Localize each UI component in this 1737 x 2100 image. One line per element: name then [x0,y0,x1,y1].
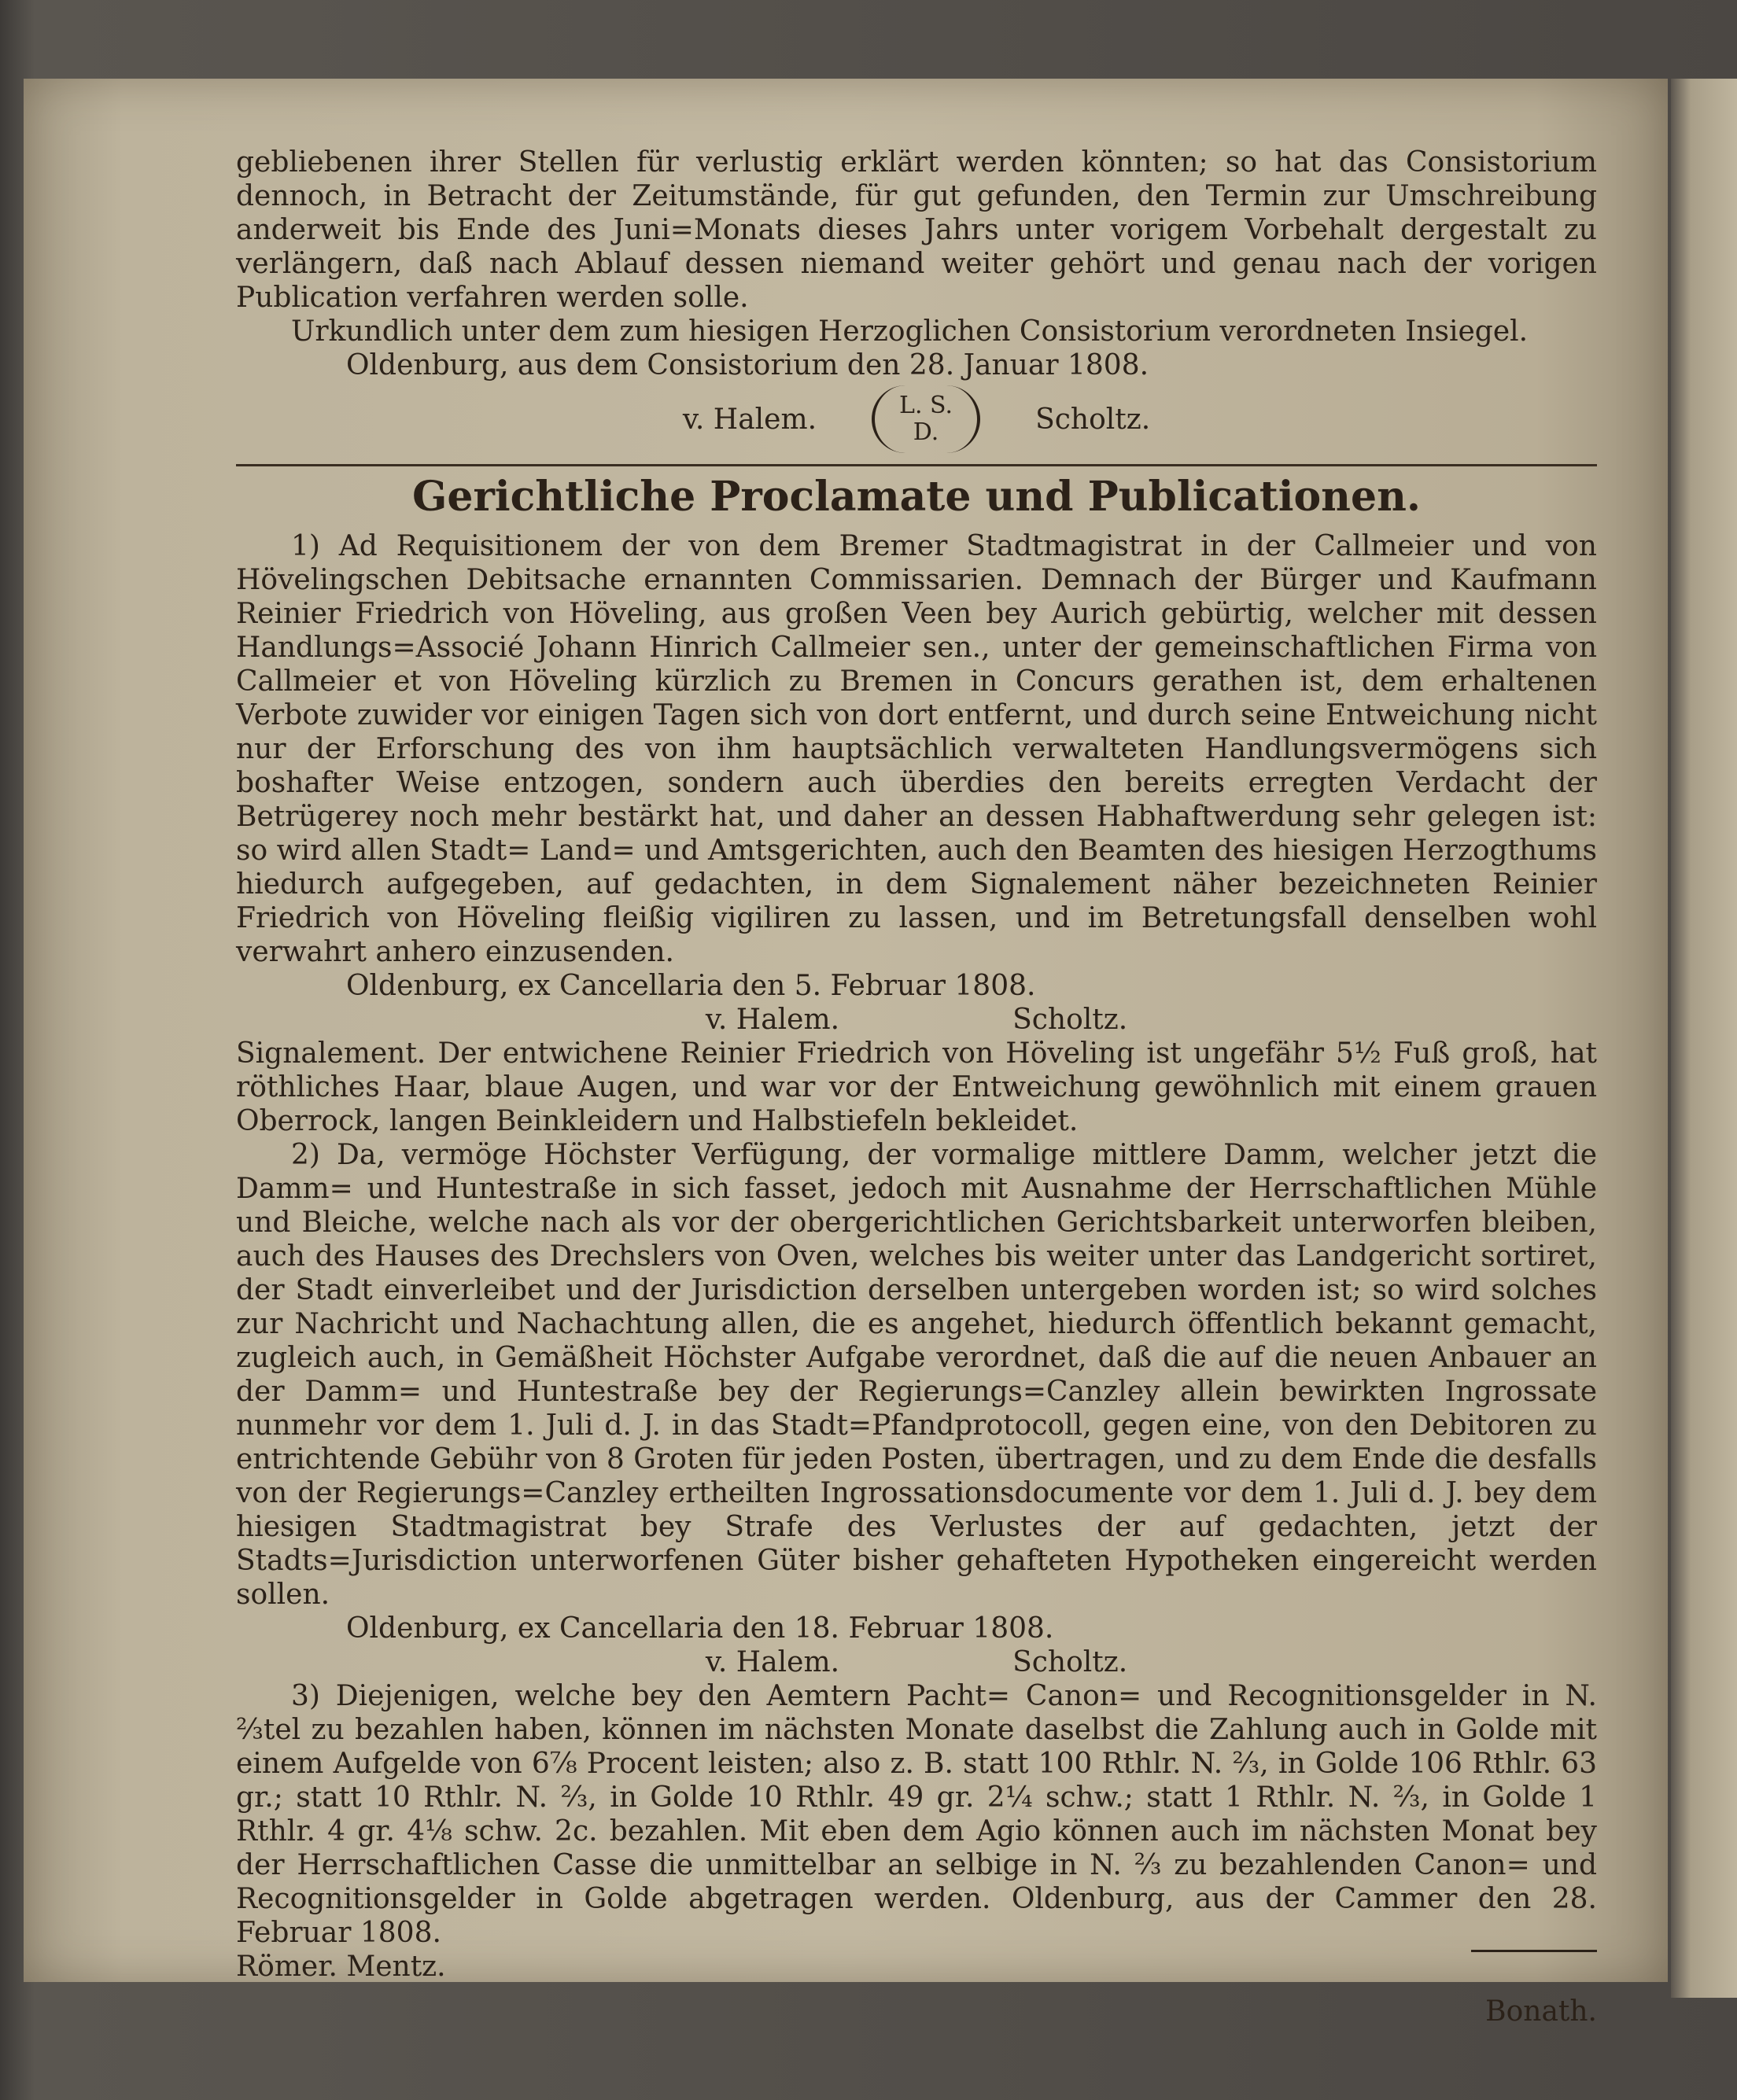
section-heading: Gerichtliche Proclamate und Publicationen. [412,473,1421,521]
item-2-date: Oldenburg, ex Cancellaria den 18. Februar 1808. [346,1612,1054,1645]
item-3-sig-bonath: Bonath. [1485,1995,1597,2028]
section-divider [236,464,1597,466]
signature-scholtz: Scholtz. [1035,403,1151,436]
item-2-signatures [236,1645,1597,1679]
item-1-signatures [236,1003,1597,1037]
item-2-sig-scholtz: Scholtz. [1012,1646,1128,1678]
next-page-edge [1671,79,1737,1998]
item-2-text: 2) Da, vermöge Höchster Verfügung, der vormalige mittlere Damm, welcher jetzt die Damm= und Huntestraße in sich fasset, jedoch mit Ausnahme der Herrschaftlichen Mühle und Bleiche, welche nach als vor der obergerichtlichen Gerichtsbarkeit unterworfen bleiben, auch des Hauses des Drechslers von Oven, welches bis weiter unter das Landgericht sortiret, der Stadt einverleibet und der Jurisdiction derselben untergeben worden ist; so wird solches zur Nachricht und Nachachtung allen, die es angehet, hiedurch öffentlich bekannt gemacht, zugleich auch, in Gemäßheit Höchster Aufgabe verordnet, daß die auf die neuen Anbauer an der Damm= und Huntestraße bey der Regierungs=Canzley allein bewirkten Ingrossate nunmehr vor dem 1. Juli d. J. in das Stadt=Pfandprotocoll, gegen eine, von den Debitoren zu entrichtende Gebühr von 8 Groten für jeden Posten, übertragen, und zu dem Ende die desfalls von der Regierungs=Canzley ertheilten Ingrossationsdocumente vor dem 1. Juli d. J. bey dem hiesigen Stadtmagistrat bey Strafe des Verlustes der auf gedachten, jetzt der Stadts=Jurisdiction unterworfenen Güter bisher gehafteten Hypotheken eingereicht werden sollen. [236,1139,1597,1611]
item-1-sig-scholtz: Scholtz. [1012,1004,1128,1036]
item-3-text: 3) Diejenigen, welche bey den Aemtern Pacht= Canon= und Recognitionsgelder in N. ⅔tel zu bezahlen haben, können im nächsten Monate daselbst die Zahlung auch in Golde mit einem Aufgelde von 6⅞ Procent leisten; also z. B. statt 100 Rthlr. N. ⅔, in Golde 106 Rthlr. 63 gr.; statt 10 Rthlr. N. ⅔, in Golde 10 Rthlr. 49 gr. 2¼ schw.; statt 1 Rthlr. N. ⅔, in Golde 1 Rthlr. 4 gr. 4⅛ schw. 2c. bezahlen. Mit eben dem Agio können auch im nächsten Monat bey der Herrschaftlichen Casse die unmittelbar an selbige in N. ⅔ zu bezahlenden Canon= und Recognitionsgelder in Golde abgetragen werden. Oldenburg, aus der Cammer den 28. Februar 1808. [236,1680,1597,1949]
item-3-signatures [236,1950,1597,1984]
seal-top-text: L. S. [899,392,953,419]
continued-paragraph: gebliebenen ihrer Stellen für verlustig erklärt werden könnten; so hat das Consistorium dennoch, in Betracht der Zeitumstände, für gut gefunden, den Termin zur Umschreibung anderweit bis Ende des Juni=Monats dieses Jahrs unter vorigem Vorbehalt dergestalt zu verlängern, daß nach Ablauf dessen niemand weiter gehört und genau nach der vorigen Publication verfahren werden solle. [236,146,1597,314]
item-1-sig-halem: v. Halem. [705,1004,840,1036]
seal-ls [872,385,980,453]
item-2-sig-halem: v. Halem. [705,1646,840,1678]
item-1-text: 1) Ad Requisitionem der von dem Bremer Stadtmagistrat in der Callmeier und von Hövelingschen Debitsache ernannten Commissarien. Demnach der Bürger und Kaufmann Reinier Friedrich von Höveling, aus großen Veen bey Aurich gebürtig, welcher mit dessen Handlungs=Associé Johann Hinrich Callmeier sen., unter der gemeinschaftlichen Firma von Callmeier et von Höveling kürzlich zu Bremen in Concurs gerathen ist, dem erhaltenen Verbote zuwider vor einigen Tagen sich von dort entfernt, und durch seine Entweichung nicht nur der Erforschung des von ihm hauptsächlich verwalteten Handlungsvermögens sich boshafter Weise entzogen, sondern auch überdies den bereits erregten Verdacht der Betrügerey noch mehr bestärkt hat, und daher an dessen Habhaftwerdung sehr gelegen ist: so wird allen Stadt= Land= und Amtsgerichten, auch den Beamten des hiesigen Herzogthums hiedurch aufgegeben, auf gedachten, in dem Signalement näher bezeichneten Reinier Friedrich von Höveling fleißig vigiliren zu lassen, und im Betretungsfall denselben wohl verwahrt anhero einzusenden. [236,530,1597,968]
urkundlich-line: Urkundlich unter dem zum hiesigen Herzoglichen Consistorium verordneten Insiegel. [291,315,1529,348]
consistorium-date: Oldenburg, aus dem Consistorium den 28. Januar 1808. [346,349,1149,381]
signature-halem: v. Halem. [682,403,817,436]
signature-dash [1471,1950,1597,1984]
consistorium-signatures [236,385,1597,453]
page-content [236,146,1597,2028]
seal-bottom-text: D. [913,418,939,446]
item-3-sig-roemer-mentz: Römer. Mentz. [236,1951,446,1983]
signalement: Signalement. Der entwichene Reinier Friedrich von Höveling ist ungefähr 5½ Fuß groß, hat röthliches Haar, blaue Augen, und war vor der Entweichung gewöhnlich mit einem grauen Oberrock, langen Beinkleidern und Halbstiefeln bekleidet. [236,1037,1597,1137]
item-1-date: Oldenburg, ex Cancellaria den 5. Februar 1808. [346,970,1036,1002]
